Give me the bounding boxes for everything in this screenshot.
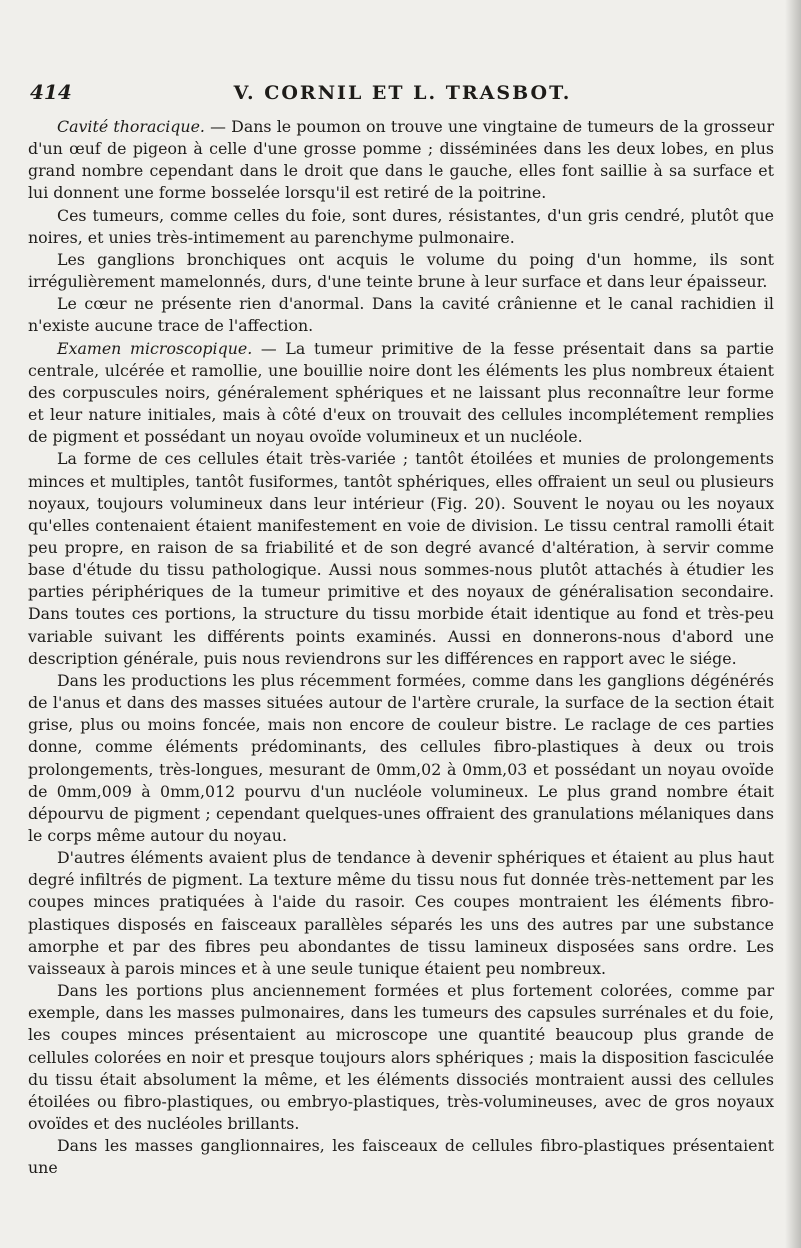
paragraph — [28, 448, 774, 670]
running-title: V. CORNIL ET L. TRASBOT. — [233, 82, 572, 104]
paragraph-text: Les ganglions bronchiques ont acquis le volume du poing d'un homme, ils sont irrégulièrement mamelonnés, durs, d'une teinte brune à leur surface et dans leur épaisseur. — [28, 249, 774, 292]
page-edge-shadow — [785, 0, 801, 1248]
paragraph-text: Dans les productions les plus récemment formées, comme dans les ganglions dégénérés de l'anus et dans des masses situées autour de l'artère crurale, la surface de la section était grise, plus ou moins foncée, mais non encore de couleur bistre. Le raclage de ces parties donne, comme éléments prédominants, des cellules fibro-plastiques à deux ou trois prolongements, très-longues, mesurant de 0mm,02 à 0mm,03 et possédant un noyau ovoïde de 0mm,009 à 0mm,012 pourvu d'un nucléole volumineux. Le plus grand nombre était dépourvu de pigment ; cependant quelques-unes offraient des granulations mélaniques dans le corps même autour du noyau. — [28, 670, 774, 845]
section-lead: Examen microscopique. — [57, 338, 253, 358]
paragraph — [28, 1135, 774, 1179]
paragraph-text: Ces tumeurs, comme celles du foie, sont dures, résistantes, d'un gris cendré, plutôt que noires, et unies très-intimement au parenchyme pulmonaire. — [28, 205, 774, 247]
paragraph-text: La forme de ces cellules était très-variée ; tantôt étoilées et munies de prolongements minces et multiples, tantôt fusiformes, tantôt sphériques, elles offraient un seul ou plusieurs noyaux, toujours volumineux dans leur intérieur (Fig. 20). Souvent le noyau ou les noyaux qu'elles contenaient étaient manifestement en voie de division. Le tissu central ramolli était peu propre, en raison de sa friabilité et de son degré avancé d'altération, à servir comme base d'étude du tissu pathologique. Aussi nous sommes-nous plutôt attachés à étudier les parties périphériques de la tumeur primitive et des noyaux de généralisation secondaire. Dans toutes ces portions, la structure du tissu morbide était identique au fond et très-peu variable suivant les différents points examinés. Aussi en donnerons-nous d'abord une description générale, puis nous reviendrons sur les différences en rapport avec le siége. — [28, 449, 774, 668]
paragraph — [28, 205, 774, 249]
paragraph — [28, 847, 774, 980]
paragraph-cavite-thoracique — [28, 116, 774, 205]
paragraph-examen-microscopique — [28, 338, 774, 449]
body-text — [28, 116, 774, 1180]
paragraph-text: Dans les portions plus anciennement formées et plus fortement colorées, comme par exemple, dans les masses pulmonaires, dans les tumeurs des capsules surrénales et du foie, les coupes minces présentaient au microscope une quantité beaucoup plus grande de cellules colorées en noir et presque toujours alors sphériques ; mais la disposition fasciculée du tissu était absolument la même, et les éléments dissociés montraient aussi des cellules étoilées ou fibro-plastiques, ou embryo-plastiques, très-volumineuses, avec de gros noyaux ovoïdes et des nucléoles brillants. — [28, 981, 774, 1134]
paragraph-text: — Dans le poumon on trouve une vingtaine de tumeurs de la grosseur d'un œuf de pigeon à celle d'une grosse pomme ; disséminées dans les deux lobes, en plus grand nombre cependant dans le droit que dans le gauche, elles font saillie à sa surface et lui donnent une forme bosselée lorsqu'il est retiré de la poitrine. — [28, 117, 774, 203]
paragraph — [28, 670, 774, 847]
paragraph — [28, 980, 774, 1135]
paragraph-text: D'autres éléments avaient plus de tendance à devenir sphériques et étaient au plus haut degré infiltrés de pigment. La texture même du tissu nous fut donnée très-nettement par les coupes minces pratiquées à l'aide du rasoir. Ces coupes montraient les éléments fibro-plastiques disposés en faisceaux parallèles séparés les uns des autres par une substance amorphe et par des fibres peu abondantes de tissu lamineux disposées sans ordre. Les vaisseaux à parois minces et à une seule tunique étaient peu nombreux. — [28, 848, 774, 978]
page-header — [30, 78, 775, 108]
paragraph-text: — La tumeur primitive de la fesse présentait dans sa partie centrale, ulcérée et ramollie, une bouillie noire dont les éléments les plus nombreux étaient des corpuscules noirs, généralement sphériques et ne laissant plus reconnaître leur forme et leur nature initiales, mais à côté d'eux on trouvait des cellules incomplétement remplies de pigment et possédant un noyau ovoïde volumineux et un nucléole. — [28, 338, 774, 447]
paragraph-text: Le cœur ne présente rien d'anormal. Dans la cavité crânienne et le canal rachidien il n'existe aucune trace de l'affection. — [28, 294, 774, 336]
paragraph — [28, 249, 774, 293]
paragraph-text: Dans les masses ganglionnaires, les faisceaux de cellules fibro-plastiques présentaient une — [28, 1136, 774, 1178]
section-lead: Cavité thoracique. — [57, 117, 205, 136]
paragraph — [28, 293, 774, 337]
page-number: 414 — [30, 80, 72, 104]
